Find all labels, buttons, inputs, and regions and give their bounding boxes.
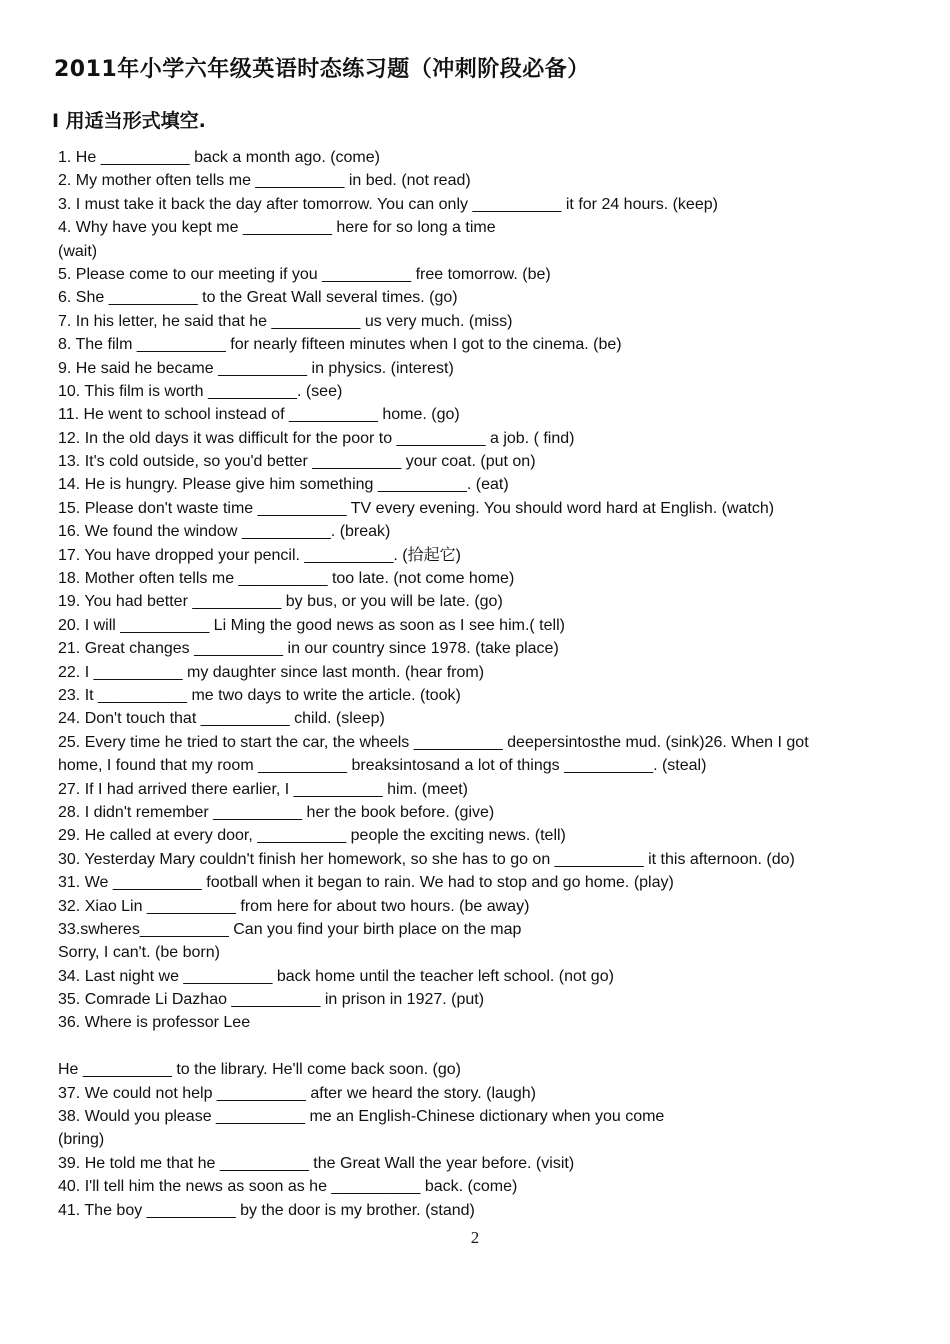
exercise-line: 28. I didn't remember __________ her the book before. (give) bbox=[58, 803, 495, 821]
exercise-line: 21. Great changes __________ in our country since 1978. (take place) bbox=[58, 640, 559, 658]
exercise-line: 36. Where is professor Lee bbox=[58, 1014, 251, 1032]
page-title: 2011年小学六年级英语时态练习题（冲刺阶段必备） bbox=[54, 57, 590, 82]
exercise-line: 24. Don't touch that __________ child. (sleep) bbox=[58, 710, 385, 728]
exercise-line: 6. She __________ to the Great Wall several times. (go) bbox=[58, 289, 458, 307]
exercise-line: 30. Yesterday Mary couldn't finish her homework, so she has to go on __________ it this afternoon. (do) bbox=[58, 850, 795, 868]
exercise-line: 3. I must take it back the day after tomorrow. You can only __________ it for 24 hours. (keep) bbox=[58, 195, 718, 213]
exercise-line: 4. Why have you kept me __________ here for so long a time bbox=[58, 219, 496, 237]
exercise-line: 17. You have dropped your pencil. __________. (拾起它) bbox=[58, 546, 461, 564]
exercise-line: 35. Comrade Li Dazhao __________ in prison in 1927. (put) bbox=[58, 991, 485, 1009]
exercise-line: 8. The film __________ for nearly fifteen minutes when I got to the cinema. (be) bbox=[58, 336, 622, 354]
exercise-line: 15. Please don't waste time __________ TV every evening. You should word hard at English. (watch) bbox=[58, 499, 775, 517]
exercise-line: 29. He called at every door, __________ people the exciting news. (tell) bbox=[58, 827, 566, 845]
section-heading: Ⅰ 用适当形式填空. bbox=[52, 110, 206, 132]
exercise-line: 27. If I had arrived there earlier, I __________ him. (meet) bbox=[58, 780, 469, 798]
exercise-line: 38. Would you please __________ me an English-Chinese dictionary when you come bbox=[58, 1108, 665, 1126]
exercise-line: 37. We could not help __________ after we heard the story. (laugh) bbox=[58, 1084, 536, 1102]
exercise-line: 11. He went to school instead of __________ home. (go) bbox=[58, 406, 460, 424]
exercise-line: 33.swheres__________ Can you find your birth place on the map bbox=[58, 920, 522, 938]
exercise-line: (wait) bbox=[58, 242, 98, 260]
exercise-line: 18. Mother often tells me __________ too late. (not come home) bbox=[58, 570, 515, 588]
exercise-line bbox=[58, 1035, 918, 1058]
exercise-line: 2. My mother often tells me __________ in bed. (not read) bbox=[58, 172, 471, 190]
exercise-list bbox=[58, 146, 918, 1222]
exercise-line: 16. We found the window __________. (break) bbox=[58, 523, 391, 541]
exercise-line: 10. This film is worth __________. (see) bbox=[58, 382, 343, 400]
exercise-line: 19. You had better __________ by bus, or you will be late. (go) bbox=[58, 593, 503, 611]
exercise-line: 41. The boy __________ by the door is my brother. (stand) bbox=[58, 1201, 475, 1219]
exercise-line: 14. He is hungry. Please give him something __________. (eat) bbox=[58, 476, 509, 494]
exercise-line: 12. In the old days it was difficult for the poor to __________ a job. ( find) bbox=[58, 429, 575, 447]
exercise-line: 25. Every time he tried to start the car, the wheels __________ deepersintosthe mud. (sink)26. When I got bbox=[58, 733, 809, 751]
exercise-line: 40. I'll tell him the news as soon as he __________ back. (come) bbox=[58, 1178, 518, 1196]
exercise-line: 39. He told me that he __________ the Great Wall the year before. (visit) bbox=[58, 1154, 575, 1172]
exercise-line: Sorry, I can't. (be born) bbox=[58, 944, 220, 962]
exercise-line: 23. It __________ me two days to write the article. (took) bbox=[58, 686, 461, 704]
page-number: 2 bbox=[470, 1228, 480, 1247]
exercise-line: 5. Please come to our meeting if you __________ free tomorrow. (be) bbox=[58, 265, 551, 283]
exercise-line: 13. It's cold outside, so you'd better __________ your coat. (put on) bbox=[58, 453, 536, 471]
exercise-line: 32. Xiao Lin __________ from here for about two hours. (be away) bbox=[58, 897, 530, 915]
exercise-line: (bring) bbox=[58, 1131, 105, 1149]
exercise-line: home, I found that my room __________ breaksintosand a lot of things __________. (steal) bbox=[58, 757, 707, 775]
exercise-line: 34. Last night we __________ back home until the teacher left school. (not go) bbox=[58, 967, 614, 985]
exercise-line: 1. He __________ back a month ago. (come) bbox=[58, 149, 380, 166]
exercise-line: 9. He said he became __________ in physics. (interest) bbox=[58, 359, 454, 377]
exercise-line: 20. I will __________ Li Ming the good news as soon as I see him.( tell) bbox=[58, 616, 565, 634]
exercise-line: 22. I __________ my daughter since last month. (hear from) bbox=[58, 663, 485, 681]
exercise-line: 31. We __________ football when it began to rain. We had to stop and go home. (play) bbox=[58, 874, 674, 892]
exercise-line: He __________ to the library. He'll come back soon. (go) bbox=[58, 1061, 461, 1079]
exercise-line: 7. In his letter, he said that he __________ us very much. (miss) bbox=[58, 312, 513, 330]
